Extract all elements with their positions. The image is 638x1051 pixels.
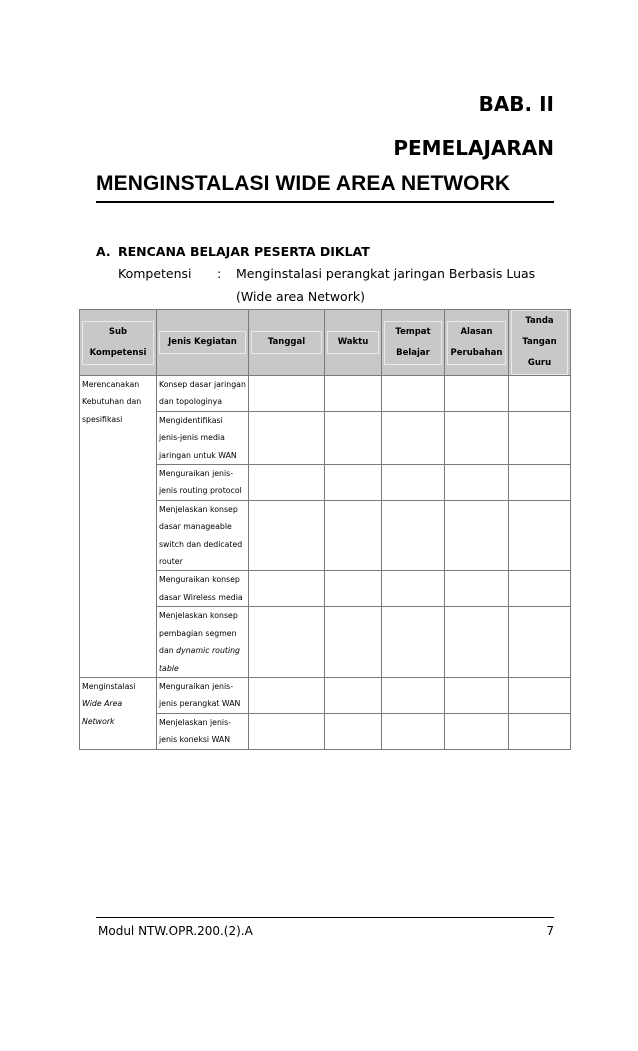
empty-cell (445, 376, 509, 412)
sub-kompetensi-cell (80, 677, 157, 749)
chapter-title: PEMELAJARAN (393, 136, 554, 160)
empty-cell (445, 465, 509, 501)
jenis-kegiatan-cell: Menjelaskan jenis-jenis koneksi WAN (157, 713, 249, 749)
page-number: 7 (546, 924, 554, 938)
title-underline (96, 201, 554, 203)
table-row (80, 376, 571, 412)
header-alasan-perubahan: Alasan Perubahan (445, 310, 509, 376)
sub-kompetensi-line: Kebutuhan dan (82, 397, 142, 407)
empty-cell (445, 607, 509, 678)
sub-kompetensi-line: Menginstalasi (82, 681, 136, 691)
empty-cell (249, 713, 325, 749)
empty-cell (445, 677, 509, 713)
empty-cell (325, 465, 382, 501)
empty-cell (382, 607, 445, 678)
empty-cell (382, 571, 445, 607)
empty-cell (382, 376, 445, 412)
header-jenis-kegiatan: Jenis Kegiatan (157, 310, 249, 376)
empty-cell (509, 376, 571, 412)
empty-cell (249, 607, 325, 678)
empty-cell (249, 677, 325, 713)
empty-cell (325, 376, 382, 412)
header-tempat-belajar: Tempat Belajar (382, 310, 445, 376)
header-tanggal: Tanggal (249, 310, 325, 376)
footer-module-code: Modul NTW.OPR.200.(2).A (98, 924, 253, 938)
empty-cell (509, 677, 571, 713)
jenis-kegiatan-cell: Mengidentifikasi jenis-jenis media jaringan untuk WAN (157, 411, 249, 464)
empty-cell (445, 500, 509, 571)
jenis-kegiatan-cell: Menjelaskan konsep dasar manageable switch dan dedicated router (157, 500, 249, 571)
kompetensi-value: Menginstalasi perangkat jaringan Berbasis Luas (Wide area Network) (236, 266, 536, 304)
learning-plan-table (79, 309, 571, 750)
empty-cell (509, 713, 571, 749)
empty-cell (509, 465, 571, 501)
empty-cell (382, 411, 445, 464)
section-heading (96, 244, 370, 259)
empty-cell (382, 465, 445, 501)
empty-cell (325, 607, 382, 678)
header-waktu: Waktu (325, 310, 382, 376)
jenis-kegiatan-cell: Menguraikan konsep dasar Wireless media (157, 571, 249, 607)
empty-cell (249, 411, 325, 464)
empty-cell (325, 500, 382, 571)
sub-kompetensi-cell (80, 376, 157, 678)
empty-cell (509, 571, 571, 607)
section-heading-text: RENCANA BELAJAR PESERTA DIKLAT (118, 244, 370, 259)
empty-cell (445, 713, 509, 749)
section-letter: A. (96, 244, 111, 259)
kompetensi-label: Kompetensi (118, 266, 192, 281)
empty-cell (509, 411, 571, 464)
table-header-row (80, 310, 571, 376)
empty-cell (325, 571, 382, 607)
chapter-label: BAB. II (478, 92, 554, 116)
sub-kompetensi-line: Merencanakan (82, 380, 140, 389)
empty-cell (445, 571, 509, 607)
jenis-kegiatan-cell: Menjelaskan konsep pembagian segmen dan dynamic routing table (157, 607, 249, 678)
kompetensi-separator: : (217, 266, 222, 281)
sub-kompetensi-line: Wide Area (82, 699, 123, 709)
empty-cell (249, 376, 325, 412)
empty-cell (249, 500, 325, 571)
empty-cell (249, 571, 325, 607)
empty-cell (325, 713, 382, 749)
empty-cell (382, 677, 445, 713)
empty-cell (382, 500, 445, 571)
header-tanda-tangan-guru: Tanda Tangan Guru (509, 310, 571, 376)
header-sub-kompetensi: Sub Kompetensi (80, 310, 157, 376)
table-row (80, 677, 571, 713)
empty-cell (325, 677, 382, 713)
empty-cell (249, 465, 325, 501)
jenis-kegiatan-cell: Konsep dasar jaringan dan topologinya (157, 376, 249, 412)
empty-cell (325, 411, 382, 464)
empty-cell (509, 607, 571, 678)
sub-kompetensi-line: Network (82, 716, 115, 726)
jenis-kegiatan-cell: Menguraikan jenis-jenis perangkat WAN (157, 677, 249, 713)
footer-divider (96, 917, 554, 918)
sub-kompetensi-line: spesifikasi (82, 414, 123, 424)
page-title: MENGINSTALASI WIDE AREA NETWORK (96, 172, 511, 195)
empty-cell (509, 500, 571, 571)
empty-cell (382, 713, 445, 749)
empty-cell (445, 411, 509, 464)
jenis-kegiatan-cell: Menguraikan jenis-jenis routing protocol (157, 465, 249, 501)
